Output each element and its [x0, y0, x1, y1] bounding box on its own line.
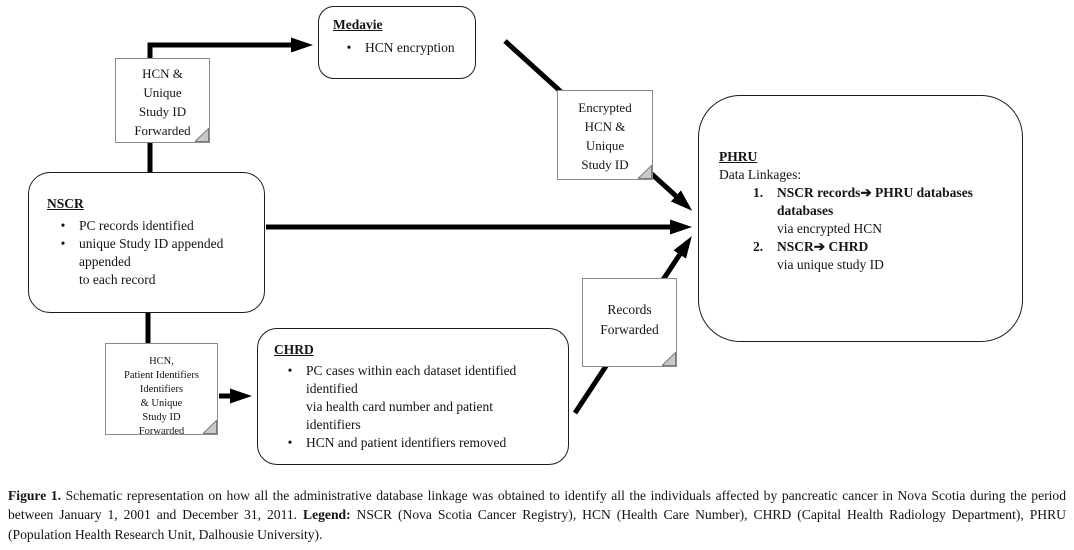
note-line: Encrypted	[578, 100, 632, 115]
nscr-title: NSCR	[47, 196, 84, 211]
legend-label: Legend:	[303, 507, 351, 523]
folded-corner-icon	[638, 165, 652, 179]
bullet-marker: •	[287, 435, 293, 450]
folded-corner-icon	[662, 352, 676, 366]
chrd-bullet1-line: PC cases within each dataset identified	[306, 363, 517, 378]
chrd-bullet1-line: via health card number and patient	[306, 399, 494, 414]
chrd-title: CHRD	[274, 342, 314, 357]
phru-item2	[777, 238, 884, 274]
nscr-bullet2-text	[79, 235, 264, 289]
note-line: HCN &	[584, 119, 626, 134]
note-line: Study ID	[138, 104, 187, 119]
figure-caption	[8, 486, 1066, 545]
phru-title: PHRU	[719, 149, 758, 164]
phru-item1	[777, 184, 973, 238]
caption-text-1: Schematic representation on how all the administrative database linkage was obtained to identify all the individuals affected by pancreatic cancer in Nova Scotia during the period between January 1, 2001 and December 31, 2011.	[8, 487, 1066, 523]
nscr-bullet1-text: PC records identified	[79, 218, 194, 233]
chrd-bullet1-line: identifiers	[306, 417, 361, 432]
phru-item2-detail: via unique study ID	[777, 257, 884, 272]
chrd-bullet1-line: identified	[306, 381, 358, 396]
note-line: Identifiers	[139, 384, 184, 395]
note-line: Forwarded	[600, 322, 659, 337]
nscr-bullet2-line: unique Study ID appended	[79, 236, 224, 251]
note-hcn-patient-identifiers-forwarded	[105, 343, 218, 435]
note-line: HCN,	[149, 356, 174, 367]
note-line: Records	[607, 302, 652, 317]
chrd-bullet1-text	[306, 362, 568, 434]
chrd-box	[257, 328, 569, 465]
bullet-marker: •	[346, 40, 352, 55]
caption-text-2: NSCR (Nova Scotia Cancer Registry), HCN (Health Care Number), CHRD (Capital Health Radiology Department), PHRU (Population Health Research Unit, Dalhousie University).	[8, 507, 1066, 542]
nscr-bullet2-line: appended	[79, 254, 131, 269]
note-line: Unique	[143, 85, 182, 100]
medavie-box	[318, 6, 476, 79]
nscr-box	[28, 172, 265, 313]
phru-item1-line1: NSCR records➔ PHRU databases	[777, 185, 973, 200]
phru-item2-line1: NSCR➔ CHRD	[777, 239, 869, 254]
note-line: Patient Identifiers	[124, 370, 199, 381]
bullet-marker: •	[60, 236, 66, 251]
folded-corner-icon	[195, 128, 209, 142]
note-line: Forwarded	[134, 123, 191, 138]
note-line: & Unique	[140, 398, 183, 409]
bullet-marker: •	[287, 363, 293, 378]
nscr-bullet2-line: to each record	[79, 272, 156, 287]
phru-item1-line2: databases	[777, 203, 834, 218]
chrd-bullet2-text: HCN and patient identifiers removed	[306, 435, 507, 450]
note-line: Unique	[585, 138, 625, 153]
bullet-marker: •	[60, 218, 66, 233]
note-records-forwarded	[582, 278, 677, 367]
medavie-bullet-text: HCN encryption	[365, 40, 455, 55]
note-line: Forwarded	[138, 426, 185, 437]
note-hcn-study-id-forwarded	[115, 58, 210, 143]
phru-box	[698, 95, 1023, 342]
note-encrypted-hcn-study-id	[557, 90, 653, 180]
note-line: HCN &	[142, 66, 183, 81]
folded-corner-icon	[203, 420, 217, 434]
note-line: Study ID	[581, 157, 629, 172]
phru-subtitle: Data Linkages:	[719, 167, 802, 182]
figure-label: Figure 1.	[8, 487, 62, 503]
phru-item1-detail: via encrypted HCN	[777, 221, 882, 236]
list-number: 1.	[753, 185, 764, 200]
list-number: 2.	[753, 239, 764, 254]
medavie-title: Medavie	[333, 17, 383, 32]
note-line: Study ID	[142, 412, 181, 423]
